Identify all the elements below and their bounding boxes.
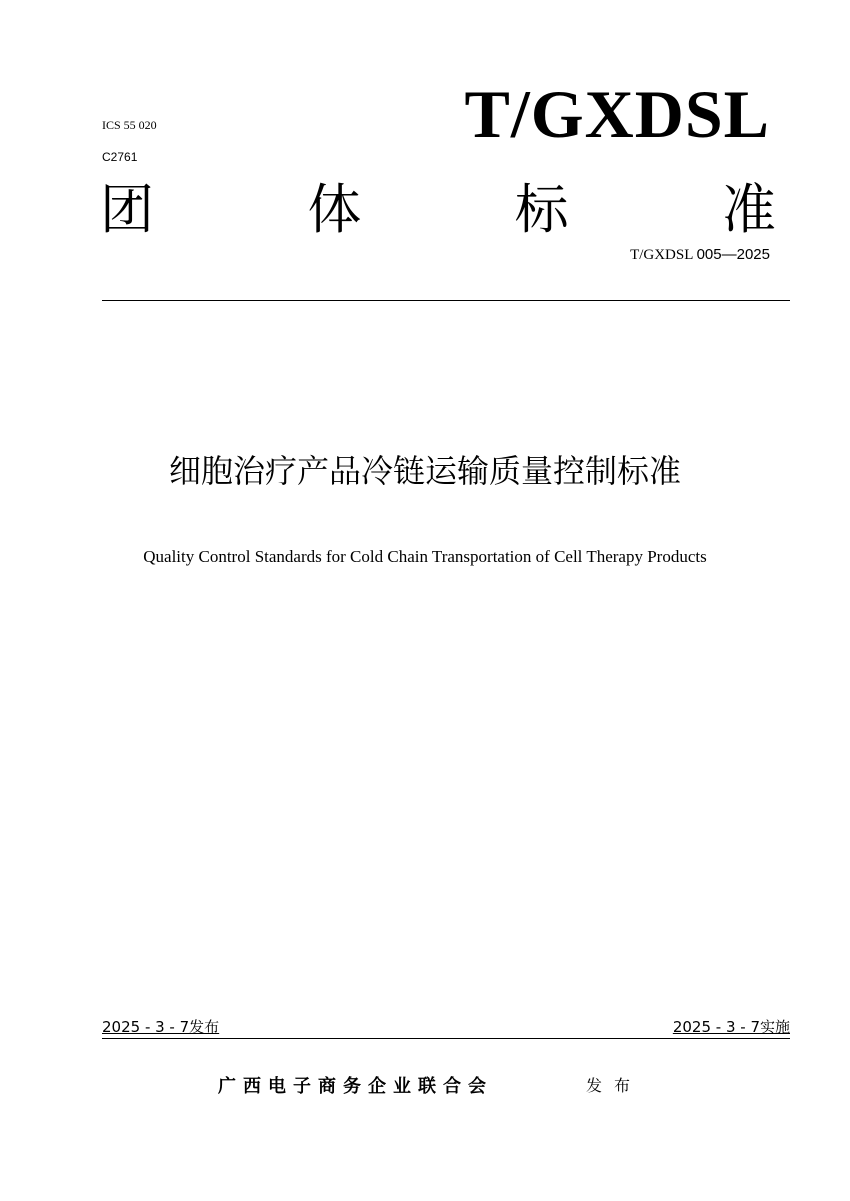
document-title-en: Quality Control Standards for Cold Chain Transportation of Cell Therapy Products [143,547,707,566]
ccs-code: C2761 [102,150,138,164]
effective-date: 2025 - 3 - 7实施 [672,1018,790,1036]
date-line [102,1015,790,1039]
publish-label: 发布 [586,1076,643,1095]
standard-logo: T/GXDSL [464,76,770,152]
standard-number [630,244,770,266]
standard-kind-char: 团 [100,178,154,241]
publisher-name: 广西电子商务企业联合会 [218,1076,493,1097]
document-title-zh: 细胞治疗产品冷链运输质量控制标准 [168,452,681,490]
footer-divider [102,1038,790,1039]
ics-code: ICS 55 020 [102,118,157,132]
issue-date: 2025 - 3 - 7发布 [102,1018,220,1036]
standard-kind-char: 准 [721,178,776,241]
header-divider [102,300,790,301]
standard-num: 005—2025 [696,246,770,263]
standard-prefix: T/GXDSL [630,247,693,263]
standard-kind-char: 标 [514,178,569,241]
standard-kind [100,175,776,245]
standard-kind-char: 体 [307,178,362,241]
